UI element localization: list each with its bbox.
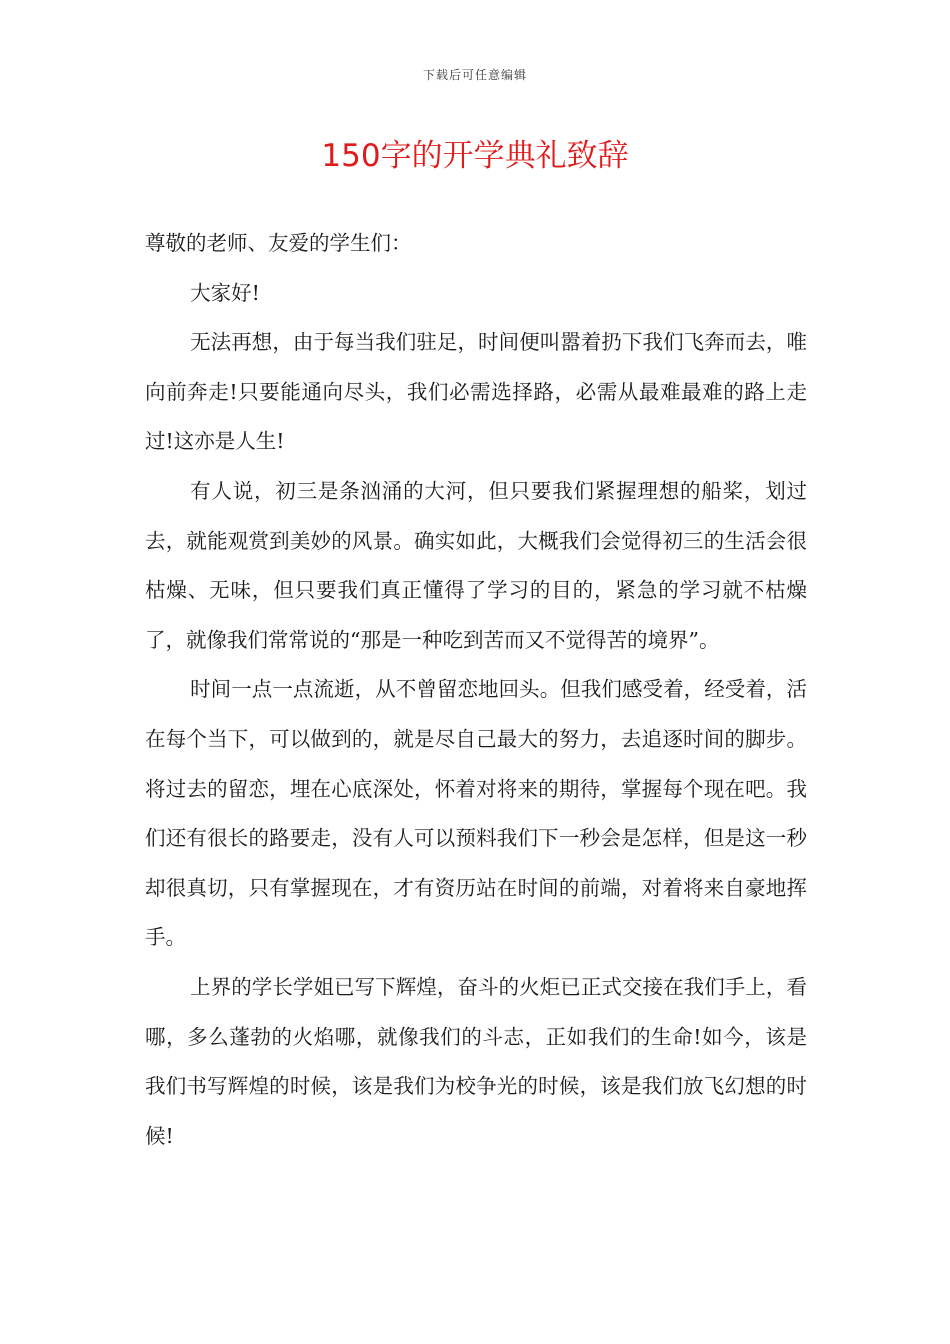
document-title: 150字的开学典礼致辞 xyxy=(321,138,629,174)
document-body xyxy=(145,219,807,1161)
paragraph-3: 时间一点一点流逝，从不曾留恋地回头。但我们感受着，经受着，活在每个当下，可以做到的，就是尽自己最大的努力，去追逐时间的脚步。将过去的留恋，埋在心底深处，怀着对将来的期待，掌握每个现在吧。我们还有很长的路要走，没有人可以预料我们下一秒会是怎样，但是这一秒却很真切，只有掌握现在，才有资历站在时间的前端，对着将来自豪地挥手。 xyxy=(145,677,807,950)
salutation: 尊敬的老师、友爱的学生们： xyxy=(145,231,412,255)
paragraph-greeting: 大家好! xyxy=(190,280,260,305)
paragraph-2: 有人说，初三是条汹涌的大河，但只要我们紧握理想的船桨，划过去，就能观赏到美妙的风景。确实如此，大概我们会觉得初三的生活会很枯燥、无味，但只要我们真正懂得了学习的目的，紧急的学习就不枯燥了，就像我们常常说的“那是一种吃到苦而又不觉得苦的境界”。 xyxy=(145,478,807,652)
paragraph-1: 无法再想，由于每当我们驻足，时间便叫嚣着扔下我们飞奔而去，唯向前奔走!只要能通向尽头，我们必需选择路，必需从最难最难的路上走过!这亦是人生! xyxy=(145,330,807,454)
paragraph-4: 上界的学长学姐已写下辉煌，奋斗的火炬已正式交接在我们手上，看哪，多么蓬勃的火焰哪，就像我们的斗志，正如我们的生命!如今，该是我们书写辉煌的时候，该是我们为校争光的时候，该是我们放飞幻想的时候! xyxy=(145,974,807,1148)
header-note: 下载后可任意编辑 xyxy=(422,68,527,82)
